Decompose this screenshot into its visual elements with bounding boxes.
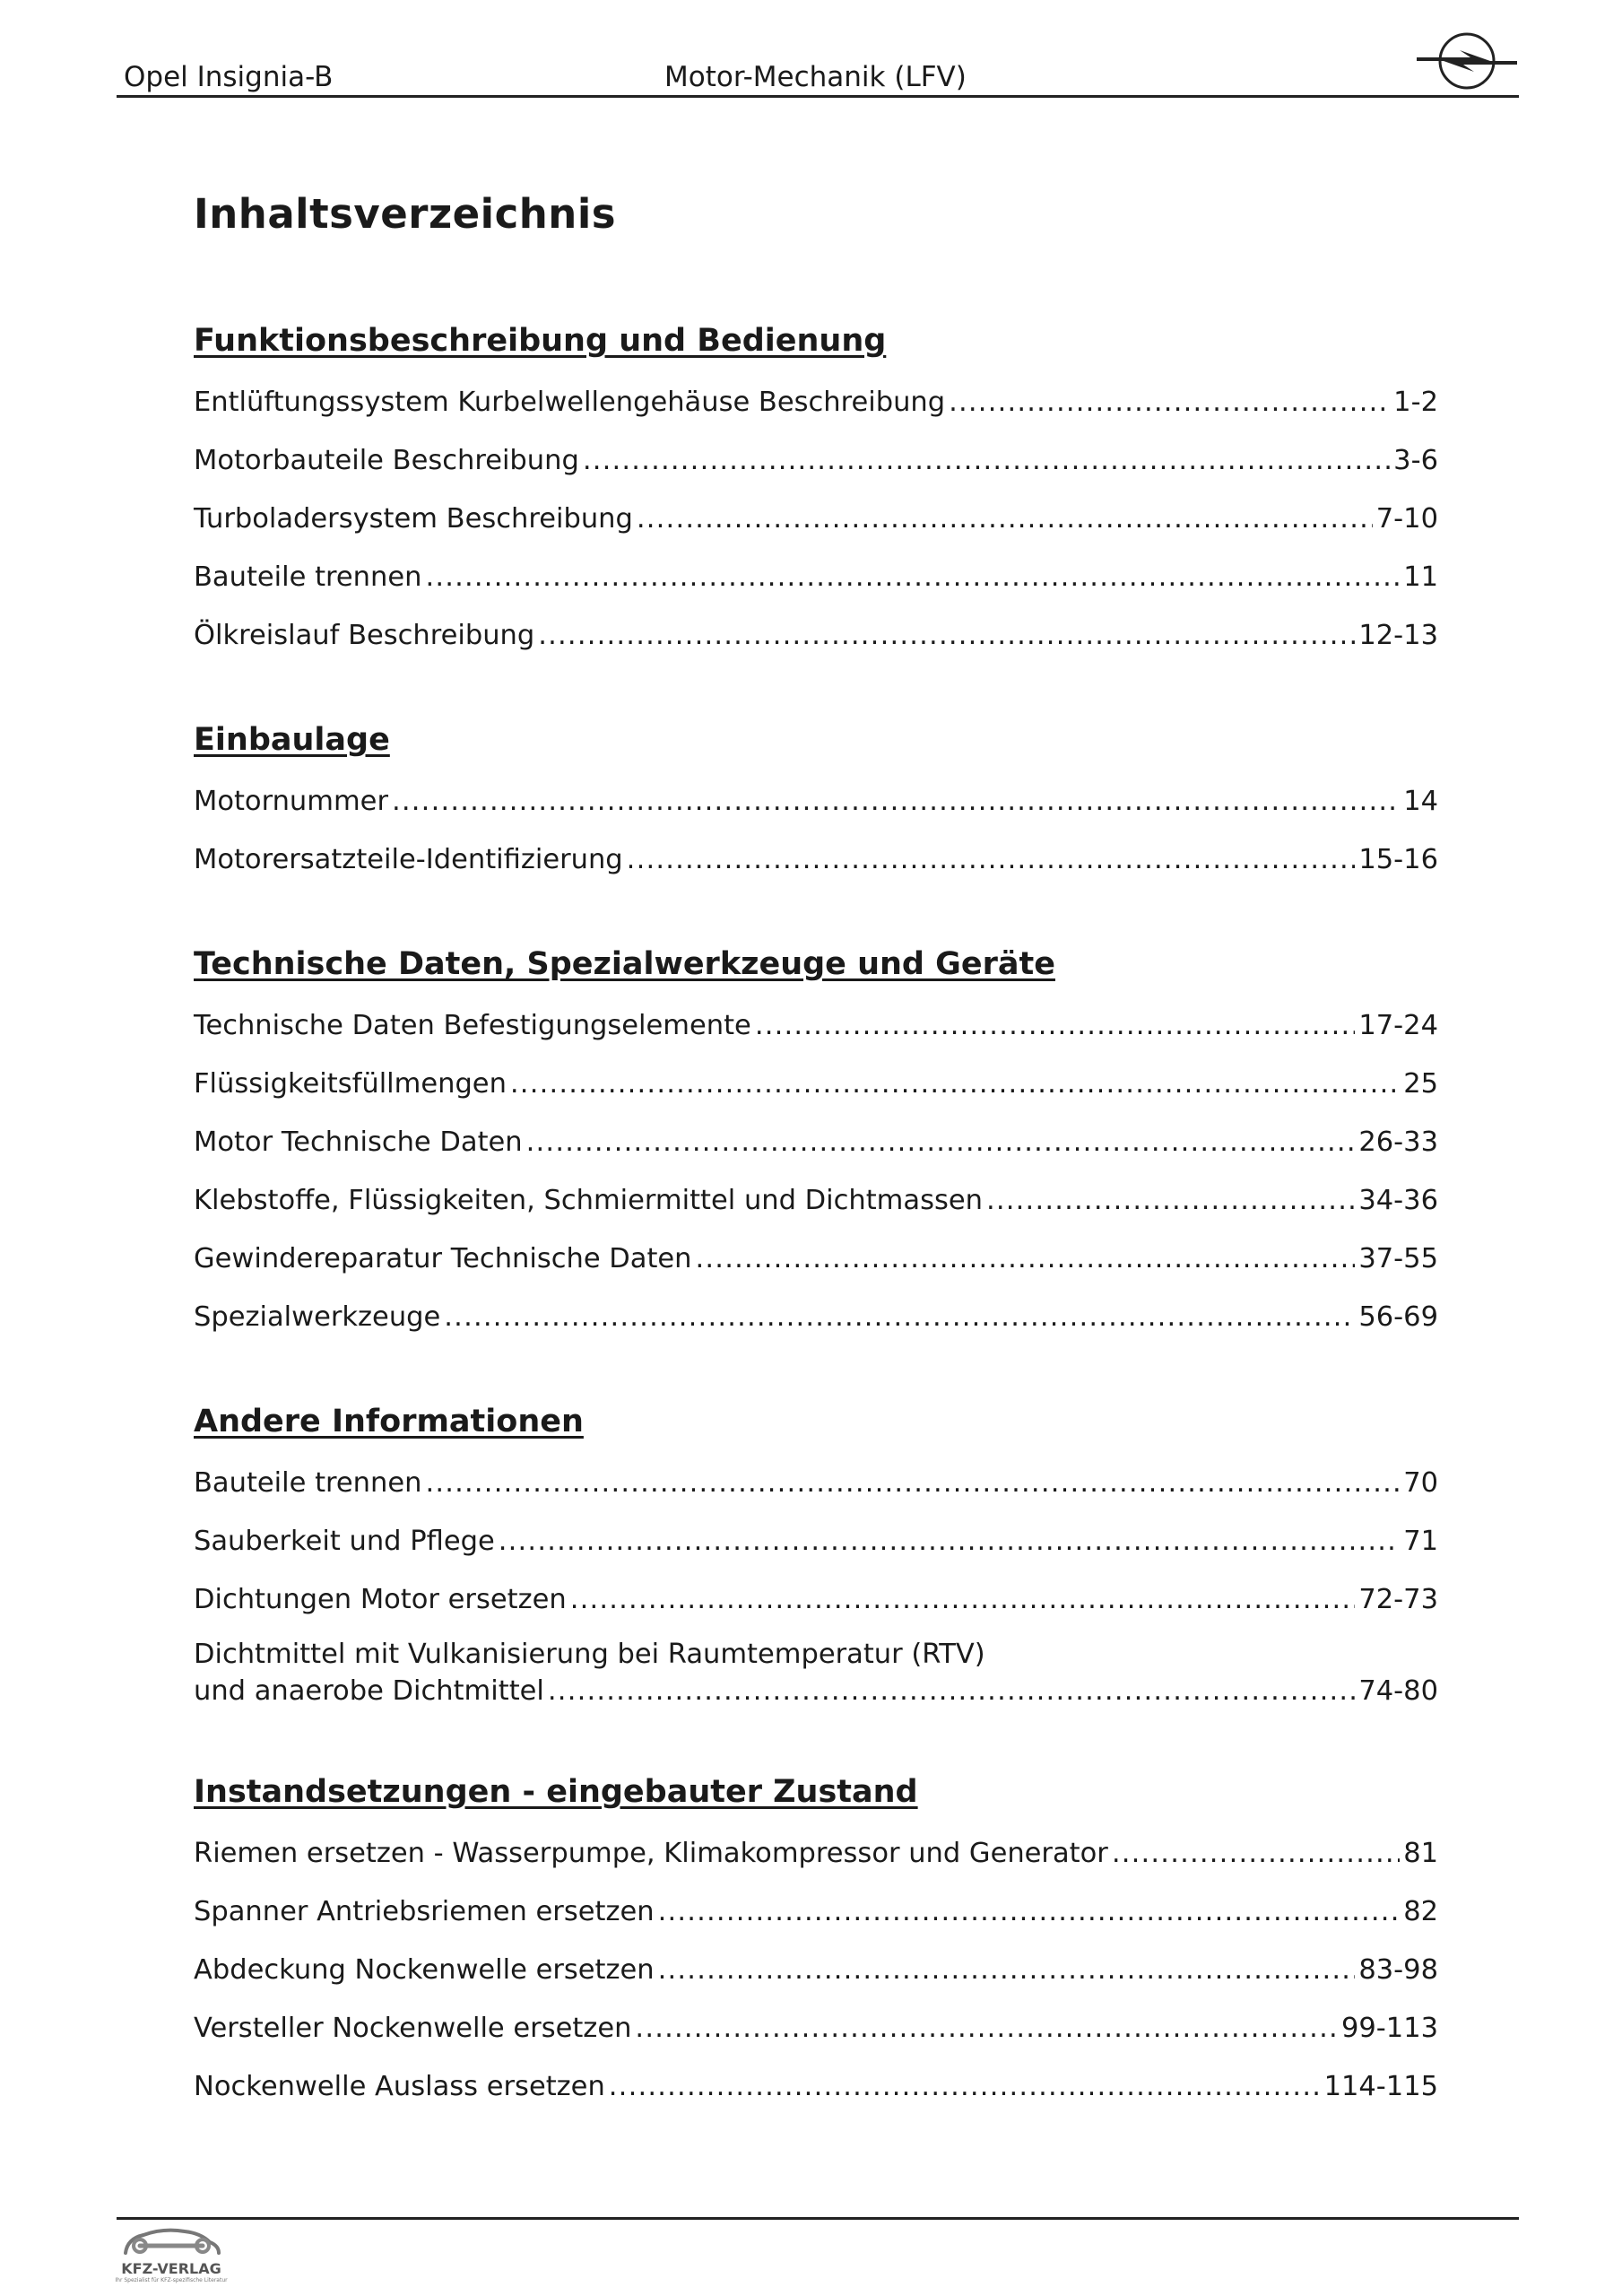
toc-entry-page: 37-55	[1358, 1243, 1438, 1274]
toc-entry-label: Klebstoffe, Flüssigkeiten, Schmiermittel und Dichtmassen	[194, 1185, 983, 1216]
toc-entry[interactable]	[194, 1288, 1438, 1346]
toc-entry-label: Bauteile trennen	[194, 1467, 422, 1499]
toc-entry[interactable]	[194, 1941, 1438, 1999]
toc-entry-label: Versteller Nockenwelle ersetzen	[194, 2013, 632, 2044]
toc-entry-label: Motorersatzteile-Identifizierung	[194, 844, 623, 875]
toc-entry[interactable]	[194, 1171, 1438, 1230]
toc-entry-page: 12-13	[1358, 620, 1438, 651]
leader-dots	[583, 431, 1390, 490]
toc-entry-label: Turboladersystem Beschreibung	[194, 503, 633, 535]
kfz-verlag-logo	[113, 2222, 230, 2287]
toc-entry-page: 15-16	[1358, 844, 1438, 875]
leader-dots	[392, 772, 1400, 831]
toc-entry-label: Entlüftungssystem Kurbelwellengehäuse Beschreibung	[194, 387, 946, 418]
toc-entry-label: Dichtungen Motor ersetzen	[194, 1584, 567, 1615]
toc-entry[interactable]	[194, 996, 1438, 1055]
toc-entry-label: Motor Technische Daten	[194, 1126, 523, 1158]
leader-dots	[986, 1171, 1355, 1230]
toc-entry-label: Gewindereparatur Technische Daten	[194, 1243, 692, 1274]
toc-entry[interactable]	[194, 1454, 1438, 1512]
footer-rule	[117, 2217, 1519, 2220]
leader-dots	[1112, 1824, 1400, 1883]
toc-section-einbaulage	[194, 722, 1438, 889]
toc-entry-label: Riemen ersetzen - Wasserpumpe, Klimakompressor und Generator	[194, 1838, 1108, 1869]
toc-entry-label: Spezialwerkzeuge	[194, 1301, 441, 1333]
opel-blitz-icon	[1415, 27, 1519, 91]
page-header	[117, 56, 1519, 98]
leader-dots	[658, 1883, 1401, 1941]
toc-entry[interactable]	[194, 1113, 1438, 1171]
section-title: Instandsetzungen - eingebauter Zustand	[194, 1774, 918, 1810]
leader-dots	[499, 1512, 1400, 1570]
header-manual-title: Motor-Mechanik (LFV)	[664, 61, 967, 93]
leader-dots	[609, 2057, 1321, 2116]
toc-section-funktionsbeschreibung	[194, 323, 1438, 665]
toc-entry-label: Technische Daten Befestigungselemente	[194, 1010, 751, 1041]
toc-section-technische-daten	[194, 946, 1438, 1346]
toc-entry-page: 1-2	[1393, 387, 1438, 418]
toc-entry-page: 72-73	[1358, 1584, 1438, 1615]
toc-entry[interactable]	[194, 772, 1438, 831]
toc-entry-label: Spanner Antriebsriemen ersetzen	[194, 1896, 655, 1927]
section-title: Andere Informationen	[194, 1404, 584, 1439]
page-title: Inhaltsverzeichnis	[194, 190, 617, 238]
toc-entry[interactable]	[194, 1512, 1438, 1570]
toc-entry-page: 74-80	[1358, 1675, 1438, 1707]
leader-dots	[425, 1454, 1400, 1512]
leader-dots	[627, 831, 1356, 889]
toc-entry-page: 56-69	[1358, 1301, 1438, 1333]
leader-dots	[949, 373, 1390, 431]
leader-dots	[637, 490, 1373, 548]
toc-entry[interactable]	[194, 1999, 1438, 2057]
leader-dots	[538, 606, 1355, 665]
toc-entry-page: 34-36	[1358, 1185, 1438, 1216]
toc-entry[interactable]	[194, 1230, 1438, 1288]
toc-entry-page: 99-113	[1340, 2013, 1438, 2044]
toc-entry[interactable]	[194, 1824, 1438, 1883]
toc-entry[interactable]	[194, 1629, 1438, 1717]
toc-section-instandsetzungen	[194, 1774, 1438, 2116]
section-title: Technische Daten, Spezialwerkzeuge und Geräte	[194, 946, 1055, 982]
leader-dots	[755, 996, 1356, 1055]
leader-dots	[526, 1113, 1356, 1171]
toc-entry-line2	[194, 1673, 1438, 1709]
toc-entry-page: 70	[1403, 1467, 1438, 1499]
toc-entry-label: Flüssigkeitsfüllmengen	[194, 1068, 507, 1100]
toc-entry-page: 3-6	[1393, 445, 1438, 476]
toc-entry[interactable]	[194, 606, 1438, 665]
toc-entry-page: 83-98	[1358, 1954, 1438, 1986]
car-wrench-icon	[113, 2222, 230, 2262]
toc-entry[interactable]	[194, 1570, 1438, 1629]
leader-dots	[548, 1673, 1355, 1709]
toc-entry-label: Nockenwelle Auslass ersetzen	[194, 2071, 605, 2102]
leader-dots	[425, 548, 1400, 606]
footer-logo-subtitle: Ihr Spezialist für KFZ-spezifische Literatur	[115, 2277, 228, 2283]
toc-entry-label: Ölkreislauf Beschreibung	[194, 620, 535, 651]
toc-entry-label: Motorbauteile Beschreibung	[194, 445, 579, 476]
toc-entry-page: 25	[1403, 1068, 1438, 1100]
toc-entry-page: 71	[1403, 1526, 1438, 1557]
toc-entry-page: 81	[1403, 1838, 1438, 1869]
leader-dots	[570, 1570, 1356, 1629]
footer-logo-text: KFZ-VERLAG	[121, 2260, 221, 2277]
toc-entry-label: Bauteile trennen	[194, 561, 422, 593]
leader-dots	[658, 1941, 1356, 1999]
toc-entry[interactable]	[194, 1883, 1438, 1941]
leader-dots	[510, 1055, 1400, 1113]
toc-entry[interactable]	[194, 2057, 1438, 2116]
toc-entry[interactable]	[194, 548, 1438, 606]
leader-dots	[444, 1288, 1355, 1346]
table-of-contents	[194, 323, 1438, 2173]
toc-entry-label-line1: Dichtmittel mit Vulkanisierung bei Raumtemperatur (RTV)	[194, 1639, 985, 1670]
toc-entry-page: 82	[1403, 1896, 1438, 1927]
leader-dots	[635, 1999, 1338, 2057]
toc-entry[interactable]	[194, 490, 1438, 548]
section-title: Einbaulage	[194, 722, 390, 758]
toc-entry[interactable]	[194, 431, 1438, 490]
section-title: Funktionsbeschreibung und Bedienung	[194, 323, 887, 359]
toc-entry[interactable]	[194, 373, 1438, 431]
header-vehicle-model: Opel Insignia-B	[124, 61, 334, 93]
toc-entry-label: Sauberkeit und Pflege	[194, 1526, 495, 1557]
toc-entry-label: und anaerobe Dichtmittel	[194, 1675, 544, 1707]
toc-section-andere-informationen	[194, 1404, 1438, 1717]
toc-entry-page: 14	[1403, 786, 1438, 817]
toc-entry[interactable]	[194, 1055, 1438, 1113]
toc-entry[interactable]	[194, 831, 1438, 889]
toc-entry-label: Abdeckung Nockenwelle ersetzen	[194, 1954, 655, 1986]
toc-entry-page: 17-24	[1358, 1010, 1438, 1041]
toc-entry-page: 114-115	[1323, 2071, 1438, 2102]
toc-entry-label: Motornummer	[194, 786, 388, 817]
toc-entry-page: 7-10	[1375, 503, 1438, 535]
toc-entry-page: 11	[1403, 561, 1438, 593]
leader-dots	[696, 1230, 1356, 1288]
toc-entry-page: 26-33	[1358, 1126, 1438, 1158]
